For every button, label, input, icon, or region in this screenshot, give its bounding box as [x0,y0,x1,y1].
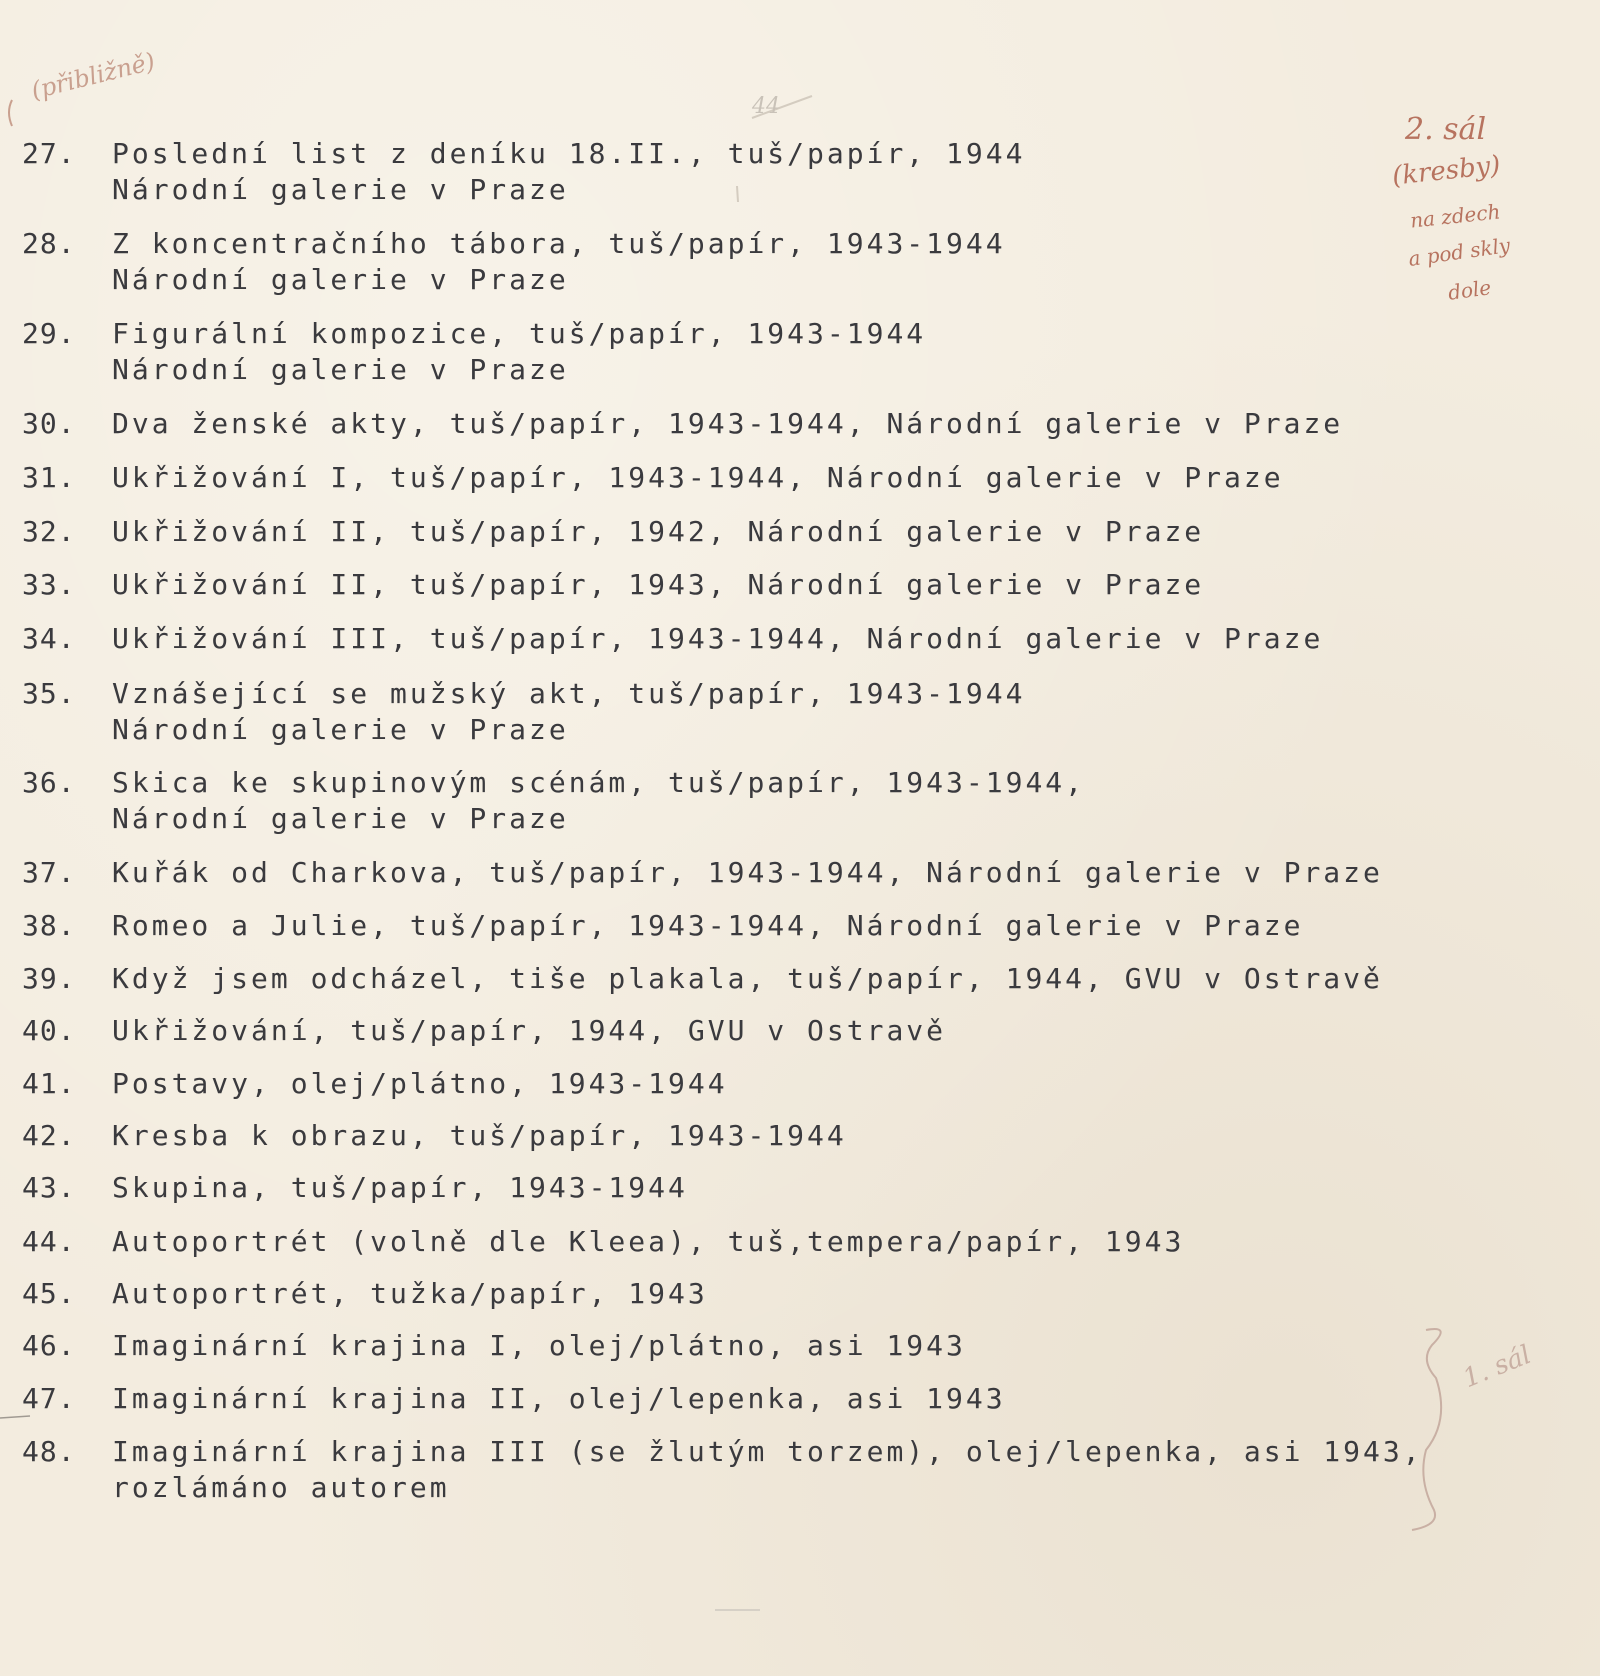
item-number: 39. [22,962,76,995]
item-text: Ukřižování III, tuš/papír, 1943-1944, Národní galerie v Praze [112,622,1324,655]
note-approximately: (přibližně) [28,47,158,105]
item-text: Poslední list z deníku 18.II., tuš/papír, 1944 [112,137,1026,170]
item-text: Dva ženské akty, tuš/papír, 1943-1944, Národní galerie v Praze [112,407,1344,440]
item-text: Autoportrét (volně dle Kleea), tuš,tempera/papír, 1943 [112,1225,1185,1258]
item-number: 46. [22,1329,76,1362]
room-2-line-5: dole [1446,275,1493,305]
item-text-continued: Národní galerie v Praze [112,713,569,746]
item-text: Ukřižování I, tuš/papír, 1943-1944, Národní galerie v Praze [112,461,1284,494]
item-number: 47. [22,1382,76,1415]
item-text: Vznášející se mužský akt, tuš/papír, 1943-1944 [112,677,1026,710]
item-number: 30. [22,407,76,440]
item-text: Ukřižování II, tuš/papír, 1942, Národní galerie v Praze [112,515,1205,548]
item-number: 35. [22,677,76,710]
item-number: 42. [22,1119,76,1152]
item-text-continued: Národní galerie v Praze [112,802,569,835]
page-marker-44: 44 [752,94,780,119]
item-number: 38. [22,909,76,942]
item-number: 31. [22,461,76,494]
item-text-continued: Národní galerie v Praze [112,173,569,206]
item-number: 29. [22,317,76,350]
item-text: Figurální kompozice, tuš/papír, 1943-1944 [112,317,927,350]
item-number: 33. [22,568,76,601]
item-number: 32. [22,515,76,548]
item-number: 40. [22,1014,76,1047]
item-number: 41. [22,1067,76,1100]
item-number: 36. [22,766,76,799]
item-text: Ukřižování, tuš/papír, 1944, GVU v Ostravě [112,1014,947,1047]
item-text: Imaginární krajina I, olej/plátno, asi 1943 [112,1329,966,1362]
item-text: Imaginární krajina III (se žlutým torzem), olej/lepenka, asi 1943, [112,1435,1423,1468]
item-number: 45. [22,1277,76,1310]
item-number: 34. [22,622,76,655]
item-text: Romeo a Julie, tuš/papír, 1943-1944, Národní galerie v Praze [112,909,1304,942]
item-text: Postavy, olej/plátno, 1943-1944 [112,1067,728,1100]
room-2-line-3: na zdech [1408,199,1502,233]
room-2-line-1: 2. sál [1405,112,1487,147]
item-number: 28. [22,227,76,260]
item-number: 48. [22,1435,76,1468]
room-2-line-4: a pod skly [1406,232,1512,272]
item-text: Skica ke skupinovým scénám, tuš/papír, 1943-1944, [112,766,1086,799]
item-text-continued: rozlámáno autorem [112,1471,450,1504]
room-1-note: 1. sál [1458,1339,1536,1395]
room-2-line-2: (kresby) [1390,150,1502,192]
item-number: 44. [22,1225,76,1258]
item-text: Ukřižování II, tuš/papír, 1943, Národní galerie v Praze [112,568,1205,601]
item-text-continued: Národní galerie v Praze [112,263,569,296]
item-number: 27. [22,137,76,170]
item-text: Z koncentračního tábora, tuš/papír, 1943-1944 [112,227,1006,260]
item-number: 43. [22,1171,76,1204]
item-number: 37. [22,856,76,889]
item-text: Když jsem odcházel, tiše plakala, tuš/papír, 1944, GVU v Ostravě [112,962,1383,995]
item-text-continued: Národní galerie v Praze [112,353,569,386]
item-text: Skupina, tuš/papír, 1943-1944 [112,1171,688,1204]
item-text: Kuřák od Charkova, tuš/papír, 1943-1944, Národní galerie v Praze [112,856,1383,889]
item-text: Kresba k obrazu, tuš/papír, 1943-1944 [112,1119,847,1152]
item-text: Autoportrét, tužka/papír, 1943 [112,1277,708,1310]
item-text: Imaginární krajina II, olej/lepenka, asi 1943 [112,1382,1006,1415]
